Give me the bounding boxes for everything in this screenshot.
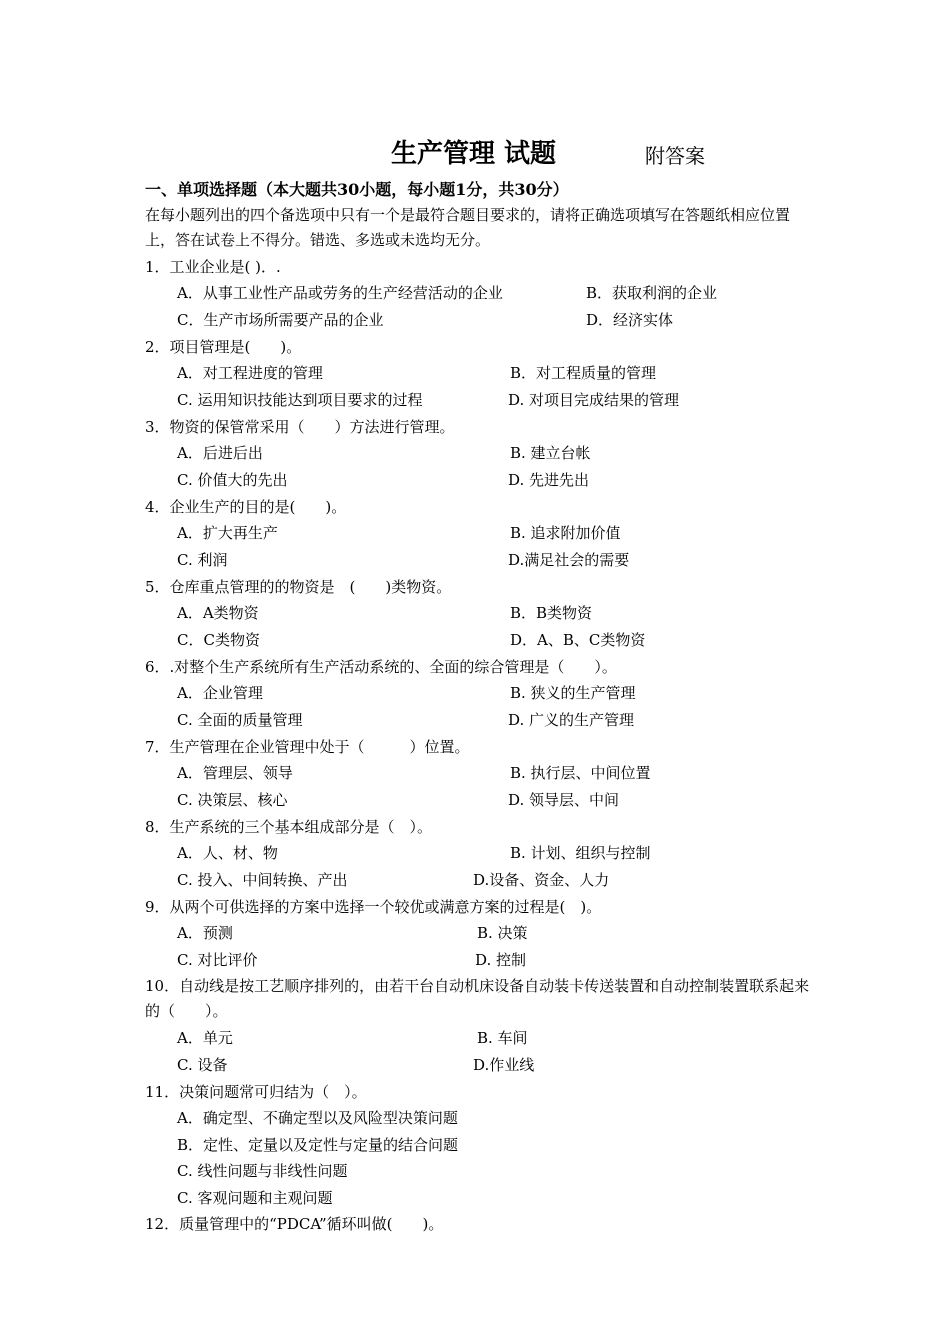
option-row	[145, 760, 815, 787]
option-a: A．确定型、不确定型以及风险型决策问题	[177, 1109, 458, 1127]
answer-key-note: 附答案	[645, 144, 705, 168]
option-c: C. 设备	[177, 1056, 228, 1074]
option-row	[145, 547, 815, 574]
option-c: C. 投入、中间转换、产出	[177, 871, 348, 889]
question-stem: 5．仓库重点管理的的物资是 ( )类物资。	[145, 578, 452, 596]
option-a: A．单元	[177, 1029, 233, 1047]
option-a: A．A类物资	[177, 604, 259, 622]
option-d: D. 领导层、中间	[508, 791, 620, 809]
option-row	[145, 360, 815, 387]
option-row	[145, 840, 815, 867]
option-row	[145, 1052, 815, 1079]
page-title: 生产管理 试题	[391, 139, 557, 169]
option-row	[145, 307, 815, 334]
option-c: C. 利润	[177, 551, 228, 569]
option-b: B. 执行层、中间位置	[510, 764, 651, 782]
option-a: A．从事工业性产品或劳务的生产经营活动的企业	[177, 284, 503, 302]
option-b: B. 计划、组织与控制	[510, 844, 651, 862]
option-a: A．预测	[177, 924, 233, 942]
question-stem: 2．项目管理是( )。	[145, 338, 302, 356]
question-stem: 3．物资的保管常采用（ ）方法进行管理。	[145, 418, 455, 436]
question-stem: 6．.对整个生产系统所有生产活动系统的、全面的综合管理是（ ）。	[145, 658, 617, 676]
option-row	[145, 467, 815, 494]
option-row	[145, 600, 815, 627]
option-a: A．人、材、物	[177, 844, 278, 862]
option-row	[145, 947, 815, 974]
question-stem: 11．决策问题常可归结为（ ）。	[145, 1083, 367, 1101]
section-heading: 一、单项选择题（本大题共30小题，每小题1分，共30分）	[145, 180, 569, 199]
option-row	[145, 387, 815, 414]
option-c: C. 价值大的先出	[177, 471, 288, 489]
option-a: A．后进后出	[177, 444, 263, 462]
option-a: A．企业管理	[177, 684, 263, 702]
option-row	[145, 280, 815, 307]
option-b: B．获取利润的企业	[586, 284, 718, 302]
option-row	[145, 707, 815, 734]
option-d: D.满足社会的需要	[508, 551, 630, 569]
option-c: C．C类物资	[177, 631, 260, 649]
option-d: D. 控制	[475, 951, 527, 969]
option-b: B．对工程质量的管理	[510, 364, 657, 382]
option-c: C. 运用知识技能达到项目要求的过程	[177, 391, 423, 409]
question-stem: 7．生产管理在企业管理中处于（ ）位置。	[145, 738, 470, 756]
option-d: D．A、B、C类物资	[510, 631, 646, 649]
option-a: A．扩大再生产	[177, 524, 278, 542]
option-row	[145, 440, 815, 467]
option-b: B．定性、定量以及定性与定量的结合问题	[177, 1135, 459, 1154]
option-d: D．经济实体	[586, 311, 674, 329]
option-b: B．B类物资	[510, 604, 593, 622]
option-c: C. 全面的质量管理	[177, 711, 303, 729]
option-row	[145, 520, 815, 547]
option-b: B. 狭义的生产管理	[510, 684, 636, 702]
exam-content	[145, 176, 815, 1237]
option-row	[145, 627, 815, 654]
question-stem: 10．自动线是按工艺顺序排列的，由若干台自动机床设备自动装卡传送装置和自动控制装置联系起来的（ ）。	[145, 977, 810, 1020]
question-stem: 4．企业生产的目的是( )。	[145, 498, 347, 516]
option-row	[145, 920, 815, 947]
option-row	[145, 1025, 815, 1052]
option-b: B. 建立台帐	[510, 444, 591, 462]
option-d: D.作业线	[473, 1056, 535, 1074]
option-d: D. 对项目完成结果的管理	[508, 391, 680, 409]
option-row	[145, 787, 815, 814]
option-d: D.设备、资金、人力	[473, 871, 610, 889]
option-a: A．管理层、领导	[177, 764, 293, 782]
option-row	[145, 680, 815, 707]
question-stem: 1．工业企业是( )．.	[145, 258, 281, 276]
section-instructions: 在每小题列出的四个备选项中只有一个是最符合题目要求的，请将正确选项填写在答题纸相应位置上，答在试卷上不得分。错选、多选或未选均无分。	[145, 206, 791, 249]
option-d: C. 客观问题和主观问题	[177, 1188, 333, 1207]
option-b: B. 追求附加价值	[510, 524, 621, 542]
option-b: B. 决策	[477, 924, 528, 942]
option-d: D. 先进先出	[508, 471, 590, 489]
option-c: C. 线性问题与非线性问题	[177, 1162, 348, 1180]
option-c: C. 决策层、核心	[177, 791, 288, 809]
question-stem: 9．从两个可供选择的方案中选择一个较优或满意方案的过程是( )。	[145, 898, 602, 916]
option-c: C．生产市场所需要产品的企业	[177, 311, 384, 329]
option-b: B. 车间	[477, 1029, 528, 1047]
question-stem: 12．质量管理中的“PDCA”循环叫做( )。	[145, 1215, 444, 1233]
option-a: A．对工程进度的管理	[177, 364, 323, 382]
question-stem: 8．生产系统的三个基本组成部分是（ ）。	[145, 818, 433, 836]
option-row	[145, 867, 815, 894]
option-d: D. 广义的生产管理	[508, 711, 635, 729]
option-c: C. 对比评价	[177, 951, 258, 969]
